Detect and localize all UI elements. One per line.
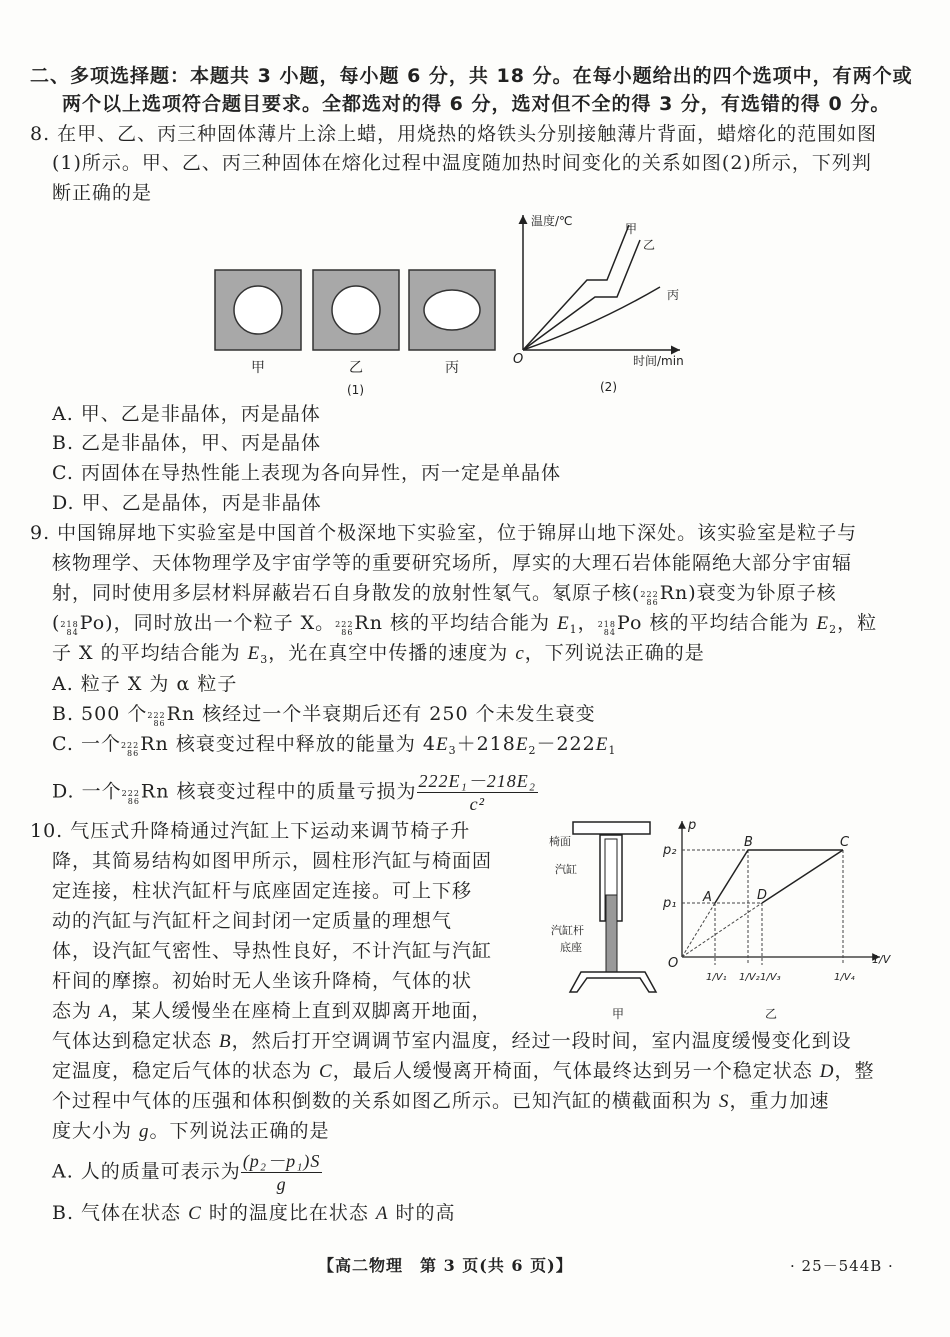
path-a-b [715,850,748,903]
text-run: C. 一个 [52,733,121,755]
text-run: 时的温度比在状态 [201,1202,376,1224]
label-bing: 丙 [445,360,459,376]
base [570,972,656,992]
element-symbol: Rn [659,582,689,604]
text-run: －222 [536,733,596,755]
denominator: c² [469,794,485,814]
melt-ellipse-bing [424,290,480,330]
label-base: 底座 [560,941,582,954]
mass-number: 218 [60,620,79,629]
atomic-number: 86 [127,749,140,758]
text-run: 断正确的是 [52,182,153,204]
text-run: 时的高 [388,1202,456,1224]
series-label-jia: 甲 [625,222,638,236]
atomic-number: 86 [646,598,659,607]
nuclide-numbers [60,621,78,637]
element-symbol: Rn [354,612,383,634]
text-run: ，光在真空中传播的速度为 [268,642,516,664]
text-line [52,879,472,903]
label-cylinder: 汽缸 [555,863,577,876]
math-variable: B [219,1031,232,1052]
text-run: B. 500 个 [52,703,148,725]
point-b: B [744,835,753,850]
text-line [52,909,452,933]
fraction [241,1150,323,1195]
fraction [417,770,539,815]
text-line [52,181,152,205]
caption-1: (1) [347,383,364,397]
subscript: 2 [528,744,537,757]
text-line [52,551,852,575]
series-label-yi: 乙 [643,238,656,252]
text-line [62,92,890,116]
text-run: ，某人缓慢坐在座椅上直到双脚离开地面， [111,1000,492,1022]
text-line [52,491,322,515]
numerator: 222E₁－218E₂ [418,771,537,791]
text-run: 两个以上选项符合题目要求。全都选对的得 6 分，选对但不全的得 3 分，有选错的得 0 分。 [62,93,891,115]
text-line [52,431,321,455]
text-run: 定连接，柱状汽缸杆与底座固定连接。可上下移 [52,880,473,902]
atomic-number: 84 [66,628,79,637]
text-run: ，重力加速 [729,1090,830,1112]
text-line [52,1089,830,1114]
text-run: 核衰变过程中的质量亏损为 [169,780,417,803]
mass-number: 222 [121,788,140,798]
atomic-number: 86 [341,628,354,637]
text-line [52,770,538,815]
nuclide-numbers [121,742,139,758]
tick-v1: 1/V₁ [706,972,727,983]
text-line [52,611,877,642]
figure-jia-chair [545,815,660,1025]
text-line [30,64,913,88]
tick-v3: 1/V₃ [760,972,781,983]
caption-jia: 甲 [612,1007,625,1021]
text-run: B. 乙是非晶体，甲、丙是晶体 [52,432,322,454]
text-line [52,672,237,696]
text-run: ，最后人缓慢离开椅面，气体最终达到另一个稳定状态 [332,1060,820,1082]
mass-number: 222 [120,741,140,750]
curve-bing [523,287,660,350]
text-run: )，同时放出一个粒子 X。 [105,612,336,634]
text-run: )衰变为钋原子核 [688,582,837,604]
label-p1: p₁ [663,896,677,911]
atomic-number: 86 [127,796,140,806]
text-line [30,521,857,545]
text-line [52,732,616,763]
inv-v-axis-label: 1/V [872,953,891,966]
text-run: 度大小为 [52,1120,140,1142]
figure-2-temperature-time [505,205,705,400]
text-line [52,581,837,607]
text-run: 核物理学、天体物理学及宇宙学等的重要研究场所，厚实的大理石岩体能隔绝大部分宇宙辐 [52,552,853,574]
melt-circle-yi [332,286,380,334]
text-run: ( [52,612,61,634]
label-jia: 甲 [251,360,265,376]
text-run: D. 一个 [52,780,122,803]
curve-jia [523,225,629,350]
math-variable: E [557,613,570,634]
tick-v2: 1/V₂ [739,972,760,983]
text-run: C. 丙固体在导热性能上表现为各向异性，丙一定是单晶体 [52,462,561,484]
element-symbol: Po [79,612,106,634]
nuclide-numbers [147,712,165,728]
text-run: ，粒 [837,612,878,634]
math-variable: A [375,1203,389,1224]
text-line [52,461,561,485]
figure-yi-p-vs-inverse-v [660,815,900,1025]
path-c-d [762,850,843,903]
math-variable: E [595,734,609,755]
text-run: 子 X 的平均结合能为 [52,642,248,664]
text-line [52,1119,330,1144]
math-variable: E [515,734,529,755]
text-run: D. 甲、乙是晶体，丙是非晶体 [52,492,322,514]
nuclide-numbers [122,790,140,806]
curve-yi [523,240,640,350]
text-line [52,849,492,873]
point-d: D [757,888,768,903]
text-line [52,641,705,672]
x-axis-label: 时间/min [633,354,684,368]
element-symbol: Po [616,612,643,634]
text-run: 射，同时使用多层材料屏蔽岩石自身散发的放射性氡气。氡原子核( [52,582,641,604]
numerator: (p₂－p₁)S [242,1151,321,1171]
text-line [52,702,596,728]
text-run: ，然后打开空调调节室内温度，经过一段时间，室内温度缓慢变化到设 [231,1030,852,1052]
mass-number: 222 [147,711,166,720]
mass-number: 222 [335,620,354,629]
text-line [52,1029,852,1054]
denominator: g [276,1174,287,1194]
label-p2: p₂ [663,843,677,858]
atomic-number: 84 [603,628,616,637]
text-run: 降，其简易结构如图甲所示，圆柱形汽缸与椅面固 [52,850,493,872]
series-label-bing: 丙 [667,288,680,302]
text-run: A. 粒子 X 为 α 粒子 [52,673,238,695]
subscript: 3 [448,744,457,757]
seat [573,822,650,834]
text-run: ，整 [834,1060,875,1082]
label-seat: 椅面 [549,835,571,848]
text-line [30,819,470,843]
text-run: 动的汽缸与汽缸杆之间封闭一定质量的理想气 [52,910,453,932]
nuclide-numbers [335,621,353,637]
math-variable: C [188,1203,202,1224]
point-a: A [703,890,712,905]
caption-yi: 乙 [765,1007,778,1021]
caption-2: (2) [600,380,617,394]
element-symbol: Rn [140,780,170,803]
tick-v4: 1/V₄ [834,972,855,983]
math-variable: D [819,1061,835,1082]
mass-number: 222 [640,590,659,599]
element-symbol: Rn [166,703,196,725]
subscript: 2 [829,623,838,636]
mass-number: 218 [597,620,616,629]
text-run: 9. 中国锦屏地下实验室是中国首个极深地下实验室，位于锦屏山地下深处。该实验室是粒子与 [30,522,858,544]
text-run: B. 气体在状态 [52,1202,189,1224]
math-variable: g [139,1121,150,1142]
text-run: 核的平均结合能为 [382,612,558,634]
text-run: 10. 气压式升降椅通过汽缸上下运动来调节椅子升 [30,820,471,842]
atomic-number: 86 [153,719,166,728]
figure-1-wax-melting [205,260,505,400]
nuclide-numbers [598,621,616,637]
text-run: 体，设汽缸气密性、导热性良好，不计汽缸与汽缸 [52,940,493,962]
text-run: ＋218 [456,733,516,755]
text-line [30,122,877,146]
math-variable: E [247,643,261,664]
text-line [52,151,872,175]
text-line [52,402,321,426]
math-variable: E [816,613,830,634]
y-axis-label: 温度/℃ [531,214,573,228]
text-line [52,1150,322,1195]
text-run: 二、多项选择题：本题共 3 小题，每小题 6 分，共 18 分。在每小题给出的四个选项中，有两个或 [30,65,913,87]
math-variable: c [515,643,525,664]
text-run: 8. 在甲、乙、丙三种固体薄片上涂上蜡，用烧热的烙铁头分别接触薄片背面，蜡熔化的范围如图 [30,123,878,145]
origin-label: O [513,352,524,367]
text-run: 气体达到稳定状态 [52,1030,220,1052]
text-line [52,939,492,963]
subscript: 1 [608,744,617,757]
point-c: C [840,835,850,850]
subscript: 3 [260,653,269,666]
footer-page-info: 【高二物理 第 3 页(共 6 页)】 [318,1256,573,1275]
subscript: 1 [569,623,578,636]
text-run: ， [577,612,598,634]
nuclide-numbers [640,591,658,607]
text-run: (1)所示。甲、乙、丙三种固体在熔化过程中温度随加热时间变化的关系如图(2)所示，下列判 [52,152,872,174]
text-run: 核经过一个半衰期后还有 250 个未发生衰变 [195,703,596,725]
text-run: 定温度，稳定后气体的状态为 [52,1060,320,1082]
origin-label: O [668,956,679,971]
footer-code: · 25－544B · [790,1257,894,1275]
math-variable: C [319,1061,333,1082]
math-variable: A [99,1001,112,1022]
math-variable: E [435,734,449,755]
text-run: 。下列说法正确的是 [149,1120,330,1142]
text-line [52,969,472,993]
text-line [52,1201,456,1226]
melt-circle-jia [234,286,282,334]
text-run: A. 甲、乙是非晶体，丙是晶体 [52,403,321,425]
text-run: 态为 [52,1000,100,1022]
text-line [52,999,492,1024]
math-variable: S [719,1091,730,1112]
label-rod: 汽缸杆 [551,924,584,937]
element-symbol: Rn [140,733,169,755]
piston-rod [606,895,617,972]
text-run: 核的平均结合能为 [642,612,817,634]
label-yi: 乙 [349,360,363,376]
text-line [52,1059,875,1084]
text-run: 核衰变过程中释放的能量为 4 [168,733,436,755]
p-axis-label: p [688,818,697,833]
text-run: ，下列说法正确的是 [524,642,705,664]
text-run: 个过程中气体的压强和体积倒数的关系如图乙所示。已知汽缸的横截面积为 [52,1090,720,1112]
text-run: 杆间的摩擦。初始时无人坐该升降椅，气体的状 [52,970,473,992]
text-run: A. 人的质量可表示为 [52,1160,241,1183]
